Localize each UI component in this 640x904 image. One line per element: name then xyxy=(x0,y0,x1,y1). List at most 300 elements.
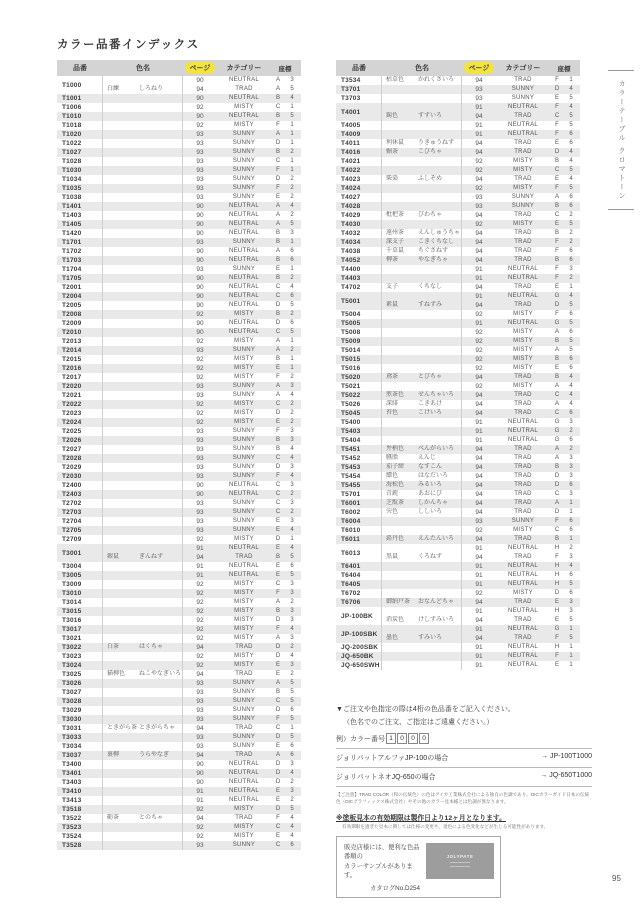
table-entry xyxy=(336,283,580,292)
page-number-value: 94 xyxy=(475,599,483,606)
part-number: T2024 xyxy=(62,419,82,426)
table-entry xyxy=(57,409,301,418)
page-number-value: 93 xyxy=(196,698,204,705)
coordinate-number: 5 xyxy=(290,302,294,308)
category-value: SUNNY xyxy=(232,158,256,164)
color-name-kanji: 素鼠 xyxy=(386,302,399,308)
coordinate-letter: C xyxy=(275,491,281,497)
page-number-value: 92 xyxy=(475,383,483,390)
example-case-jq650 xyxy=(336,768,592,787)
color-name-kana: こきくちなし xyxy=(418,238,462,247)
table-entry xyxy=(336,391,580,400)
case-result: → JQ-650T1000 xyxy=(540,772,592,779)
color-name-kanji: 白茶 xyxy=(107,644,120,650)
category-value: SUNNY xyxy=(232,446,256,452)
category-value: TRAD xyxy=(514,230,532,236)
coordinate-letter: C xyxy=(275,401,281,407)
color-name-kana xyxy=(418,571,462,580)
part-number: T4038 xyxy=(341,248,361,255)
coordinate-number: 5 xyxy=(569,617,573,623)
color-name-kana xyxy=(418,121,462,130)
page-number-value: 94 xyxy=(475,257,483,264)
part-number: T1000 xyxy=(62,81,82,89)
page-number-value: 92 xyxy=(196,401,204,408)
coordinate-letter: F xyxy=(276,473,280,479)
part-number: T4023 xyxy=(341,176,361,183)
coordinate-letter: E xyxy=(275,563,280,569)
header-part-number: 品番 xyxy=(73,65,87,72)
page-number-value: 93 xyxy=(196,842,204,849)
table-entry xyxy=(57,598,301,607)
part-number: T3022 xyxy=(62,644,82,651)
table-entry xyxy=(57,121,301,130)
coordinate-letter: A xyxy=(275,248,280,254)
coordinate-letter: E xyxy=(275,545,280,551)
digit-box: 0 xyxy=(397,733,407,744)
dealer-text-line1: 販売店様には、便利な色品番順の xyxy=(344,843,420,861)
page-number-value: 90 xyxy=(196,284,204,291)
coordinate-letter: C xyxy=(554,113,560,119)
color-name-kana xyxy=(418,364,462,373)
category-value: NEUTRAL xyxy=(228,275,260,281)
page-number-value: 94 xyxy=(475,239,483,246)
color-name-kana: ちぐさねず xyxy=(418,247,462,256)
coordinate-letter: B xyxy=(554,230,559,236)
part-number: T1010 xyxy=(62,113,82,120)
coordinate-letter: D xyxy=(554,482,560,488)
color-name-kana xyxy=(139,373,183,382)
page-number-value: 94 xyxy=(475,248,483,255)
page-number-value: 93 xyxy=(196,707,204,714)
table-entry xyxy=(57,832,301,841)
coordinate-letter: A xyxy=(275,203,280,209)
coordinate-number: 1 xyxy=(290,536,294,542)
part-number: T2017 xyxy=(62,374,82,381)
coordinate-number: 4 xyxy=(569,563,573,569)
part-number: T6004 xyxy=(341,518,361,525)
coordinate-number: 6 xyxy=(290,707,294,713)
color-name-kana xyxy=(418,265,462,274)
page-number-value: 94 xyxy=(196,752,204,759)
coordinate-number: 6 xyxy=(569,572,573,578)
color-name-kana xyxy=(418,436,462,445)
table-entry xyxy=(336,481,580,490)
page-number-value: 94 xyxy=(196,554,204,561)
digit-box: 0 xyxy=(419,733,429,744)
color-name-kana xyxy=(418,337,462,346)
category-value: TRAD xyxy=(514,617,532,623)
coordinate-letter: C xyxy=(554,527,560,533)
table-entry xyxy=(57,508,301,517)
color-name-kana: えんしゅうちゃ xyxy=(418,230,461,236)
color-name-kanji: 猫柳色 xyxy=(107,671,126,677)
color-name-kana xyxy=(418,157,462,166)
part-number: T3701 xyxy=(341,86,361,93)
category-value: MISTY xyxy=(234,635,254,641)
coordinate-number: 5 xyxy=(569,320,573,326)
page-number-value: 91 xyxy=(475,644,483,651)
coordinate-letter: F xyxy=(555,275,559,281)
category-value: MISTY xyxy=(234,365,254,371)
table-entry xyxy=(57,652,301,661)
coordinate-letter: A xyxy=(275,599,280,605)
part-number: T4029 xyxy=(341,212,361,219)
coordinate-number: 2 xyxy=(290,194,294,200)
table-entry xyxy=(336,328,580,337)
coordinate-number: 4 xyxy=(290,815,294,821)
coordinate-letter: E xyxy=(554,176,559,182)
part-number: T1035 xyxy=(62,185,82,192)
color-name-kana: くろねず xyxy=(418,553,462,562)
coordinate-number: 5 xyxy=(569,338,573,344)
color-name-kana: くちなし xyxy=(418,283,462,292)
part-number: T5009 xyxy=(341,338,361,345)
page-number-value: 92 xyxy=(196,626,204,633)
page-number-value: 93 xyxy=(196,680,204,687)
color-name-kana xyxy=(418,193,462,202)
page-number-value: 92 xyxy=(196,122,204,129)
table-entry xyxy=(57,589,301,598)
page-number-value: 94 xyxy=(475,212,483,219)
category-value: SUNNY xyxy=(232,473,256,479)
table-entry xyxy=(57,607,301,616)
color-name-kana: しろねり xyxy=(139,85,183,94)
color-name-kana xyxy=(418,427,462,436)
coordinate-number: 2 xyxy=(569,239,573,245)
table-entry xyxy=(57,418,301,427)
color-name-kana xyxy=(139,418,183,427)
part-number: T2001 xyxy=(62,284,82,291)
category-value: SUNNY xyxy=(232,140,256,146)
part-number: T6405 xyxy=(341,581,361,588)
coordinate-number: 6 xyxy=(569,365,573,371)
color-name-kanji: 消炭色 xyxy=(386,617,405,623)
category-value: TRAD xyxy=(514,176,532,182)
coordinate-letter: E xyxy=(554,599,559,605)
table-entry xyxy=(336,643,580,652)
coordinate-letter: G xyxy=(554,428,560,434)
side-index-tab xyxy=(606,70,636,210)
coordinate-number: 1 xyxy=(290,122,294,128)
color-name-kana xyxy=(139,175,183,184)
part-number: T4403 xyxy=(341,275,361,282)
color-name-kana: りきゅうねず xyxy=(418,139,462,148)
coordinate-letter: G xyxy=(554,320,560,326)
color-name-kanji: 海松色 xyxy=(386,482,405,488)
part-number: T5016 xyxy=(341,365,361,372)
coordinate-number: 4 xyxy=(569,104,573,110)
page-number-value: 94 xyxy=(475,482,483,489)
coordinate-letter: C xyxy=(275,698,281,704)
color-name-kana xyxy=(139,607,183,616)
color-name-kana xyxy=(139,796,183,805)
coordinate-number: 6 xyxy=(569,329,573,335)
table-entry xyxy=(57,328,301,337)
color-name-kana xyxy=(139,562,183,571)
category-value: NEUTRAL xyxy=(228,797,260,803)
part-number: T5403 xyxy=(341,428,361,435)
color-name-kana xyxy=(139,778,183,787)
page-number-value: 91 xyxy=(196,572,204,579)
part-number: T5014 xyxy=(341,347,361,354)
part-number: T1034 xyxy=(62,176,82,183)
part-number: T5008 xyxy=(341,329,361,336)
category-value: MISTY xyxy=(513,383,533,389)
part-number: T5404 xyxy=(341,437,361,444)
color-name-kanji: 千草鼠 xyxy=(386,248,405,254)
color-name-kana: びわちゃ xyxy=(418,211,462,220)
color-name-kana xyxy=(139,319,183,328)
page-number-value: 92 xyxy=(475,527,483,534)
coordinate-number: 6 xyxy=(290,743,294,749)
side-tab-rule-bottom xyxy=(608,209,634,210)
coordinate-number: 2 xyxy=(569,230,573,236)
table-entry xyxy=(336,130,580,139)
color-name-kana xyxy=(139,823,183,832)
table-header xyxy=(57,60,301,76)
coordinate-letter: B xyxy=(275,257,280,263)
table-entry xyxy=(57,445,301,454)
part-number: T4009 xyxy=(341,131,361,138)
color-name-kana xyxy=(139,301,183,310)
table-entry xyxy=(57,670,301,679)
table-entry xyxy=(336,238,580,247)
table-entry xyxy=(57,634,301,643)
color-name-kana xyxy=(418,184,462,193)
part-number: T2027 xyxy=(62,446,82,453)
part-number: T3413 xyxy=(62,797,82,804)
category-value: SUNNY xyxy=(232,437,256,443)
color-name-kana xyxy=(418,346,462,355)
coordinate-number: 5 xyxy=(569,113,573,119)
coordinate-number: 4 xyxy=(290,473,294,479)
part-number: T2010 xyxy=(62,329,82,336)
category-value: SUNNY xyxy=(511,194,535,200)
table-entry xyxy=(336,175,580,184)
color-name-kana xyxy=(139,679,183,688)
category-value: NEUTRAL xyxy=(228,545,260,551)
part-number: T1403 xyxy=(62,212,82,219)
category-value: TRAD xyxy=(514,554,532,560)
category-value: MISTY xyxy=(234,626,254,632)
color-name-kana xyxy=(139,355,183,364)
coordinate-number: 2 xyxy=(290,419,294,425)
coordinate-letter: B xyxy=(554,536,559,542)
part-number: T4052 xyxy=(341,257,361,264)
color-name-kana xyxy=(139,220,183,229)
page-number-value: 91 xyxy=(196,563,204,570)
coordinate-number: 6 xyxy=(569,590,573,596)
coordinate-number: 5 xyxy=(290,572,294,578)
color-name-kana: えんたんいろ xyxy=(418,535,462,544)
color-name-kana xyxy=(139,706,183,715)
color-name-kanji: 芝翫茶 xyxy=(386,500,405,506)
coordinate-number: 2 xyxy=(290,176,294,182)
coordinate-letter: E xyxy=(275,743,280,749)
category-value: NEUTRAL xyxy=(228,257,260,263)
coordinate-number: 5 xyxy=(569,302,573,308)
coordinate-letter: B xyxy=(554,257,559,263)
part-number: T4030 xyxy=(341,221,361,228)
page-number-value: 94 xyxy=(196,671,204,678)
table-entry xyxy=(57,256,301,265)
category-value: NEUTRAL xyxy=(507,653,539,659)
color-name-kana xyxy=(139,121,183,130)
color-number-example xyxy=(336,730,592,749)
table-entry xyxy=(57,796,301,805)
category-value: SUNNY xyxy=(232,194,256,200)
coordinate-letter: A xyxy=(554,383,559,389)
coordinate-number: 4 xyxy=(569,392,573,398)
part-number: T1038 xyxy=(62,194,82,201)
coordinate-letter: B xyxy=(554,464,559,470)
color-name-kana xyxy=(139,256,183,265)
coordinate-number: 1 xyxy=(569,500,573,506)
coordinate-number: 1 xyxy=(569,284,573,290)
category-value: SUNNY xyxy=(232,455,256,461)
coordinate-letter: E xyxy=(275,194,280,200)
page-number-value: 93 xyxy=(196,464,204,471)
table-entry xyxy=(57,769,301,778)
page-number-value: 92 xyxy=(196,419,204,426)
part-number: T1001 xyxy=(62,95,82,102)
part-number: T3027 xyxy=(62,689,82,696)
coordinate-letter: D xyxy=(275,761,281,767)
sample-card-line xyxy=(450,862,470,863)
category-value: SUNNY xyxy=(232,347,256,353)
category-value: NEUTRAL xyxy=(228,491,260,497)
order-notes xyxy=(336,704,592,898)
category-value: MISTY xyxy=(234,311,254,317)
coordinate-letter: A xyxy=(275,392,280,398)
coordinate-number: 5 xyxy=(290,689,294,695)
table-entry xyxy=(57,571,301,580)
coordinate-number: 2 xyxy=(290,212,294,218)
sample-card-line xyxy=(450,866,470,867)
coordinate-number: 1 xyxy=(569,536,573,542)
part-number: T1701 xyxy=(62,239,82,246)
part-number: T4001 xyxy=(341,108,361,116)
table-entry xyxy=(57,229,301,238)
coordinate-number: 5 xyxy=(569,95,573,101)
category-value: NEUTRAL xyxy=(228,761,260,767)
color-name-kana xyxy=(418,130,462,139)
coordinate-number: 5 xyxy=(290,329,294,335)
page-number-value: 91 xyxy=(475,131,483,138)
part-number: JQ-650SWH xyxy=(341,662,380,669)
category-value: TRAD xyxy=(514,248,532,254)
coordinate-letter: D xyxy=(275,707,281,713)
coordinate-letter: B xyxy=(275,113,280,119)
color-name-kanji: 深支子 xyxy=(386,239,405,245)
coordinate-number: 3 xyxy=(290,482,294,488)
coordinate-number: 4 xyxy=(290,653,294,659)
category-value: MISTY xyxy=(234,122,254,128)
table-entry xyxy=(336,490,580,499)
page-number-value: 93 xyxy=(196,437,204,444)
color-name-kana: ねこやなぎいろ xyxy=(139,671,182,677)
color-name-kana: しかんちゃ xyxy=(418,499,462,508)
category-value: TRAD xyxy=(514,500,532,506)
part-number: T1018 xyxy=(62,122,82,129)
coordinate-number: 3 xyxy=(290,464,294,470)
table-entry xyxy=(336,103,580,121)
coordinate-letter: F xyxy=(555,518,559,524)
page-number-value: 90 xyxy=(196,113,204,120)
page-number-value: 91 xyxy=(475,104,483,111)
part-number: T5022 xyxy=(341,392,361,399)
table-entry xyxy=(57,625,301,634)
color-name-kana xyxy=(139,508,183,517)
color-name-kana xyxy=(418,328,462,337)
part-number: T3029 xyxy=(62,707,82,714)
coordinate-letter: A xyxy=(275,131,280,137)
color-name-kana: やなぎちゃ xyxy=(418,256,462,265)
color-name-kana xyxy=(418,319,462,328)
coordinate-letter: F xyxy=(276,626,280,632)
table-entry xyxy=(57,247,301,256)
table-entry xyxy=(336,265,580,274)
category-value: SUNNY xyxy=(511,203,535,209)
table-entry xyxy=(57,436,301,445)
coordinate-number: 6 xyxy=(569,131,573,137)
part-number: T4021 xyxy=(341,158,361,165)
category-value: NEUTRAL xyxy=(507,581,539,587)
table-entry xyxy=(57,499,301,508)
color-name-kana xyxy=(139,760,183,769)
coordinate-letter: A xyxy=(554,401,559,407)
part-number: JP-100BK xyxy=(341,612,373,620)
coordinate-number: 3 xyxy=(290,77,294,83)
part-number: T2704 xyxy=(62,518,82,525)
coordinate-number: 6 xyxy=(290,752,294,758)
page-number-value: 93 xyxy=(196,392,204,399)
color-name-kana xyxy=(139,688,183,697)
color-name-kanji: 鉛丹色 xyxy=(386,536,405,542)
coordinate-letter: C xyxy=(275,329,281,335)
category-value: TRAD xyxy=(235,725,253,731)
coordinate-letter: F xyxy=(276,374,280,380)
category-value: SUNNY xyxy=(232,509,256,515)
category-value: NEUTRAL xyxy=(507,131,539,137)
part-number: T3016 xyxy=(62,617,82,624)
color-name-kana xyxy=(139,463,183,472)
coordinate-number: 4 xyxy=(290,95,294,101)
color-name-kana xyxy=(139,76,183,85)
table-entry xyxy=(57,517,301,526)
coordinate-letter: A xyxy=(275,383,280,389)
coordinate-letter: H xyxy=(554,545,560,551)
table-entry xyxy=(57,337,301,346)
color-name-kanji: 茄子紺 xyxy=(386,464,405,470)
table-entry xyxy=(336,355,580,364)
page-number-value: 91 xyxy=(475,122,483,129)
color-name-kana: えんじ xyxy=(418,454,462,463)
part-number: T3403 xyxy=(62,779,82,786)
color-name-kana xyxy=(418,580,462,589)
part-number: T2021 xyxy=(62,392,82,399)
page-number-value: 90 xyxy=(196,275,204,282)
category-value: SUNNY xyxy=(232,383,256,389)
color-name-kanji: 錫色 xyxy=(386,113,399,119)
part-number: T3401 xyxy=(62,770,82,777)
part-number: T5026 xyxy=(341,401,361,408)
part-number: T1405 xyxy=(62,221,82,228)
side-tab-rule-top xyxy=(608,70,634,71)
coordinate-number: 6 xyxy=(290,842,294,848)
page-number-value: 94 xyxy=(196,644,204,651)
color-name-kana xyxy=(139,481,183,490)
